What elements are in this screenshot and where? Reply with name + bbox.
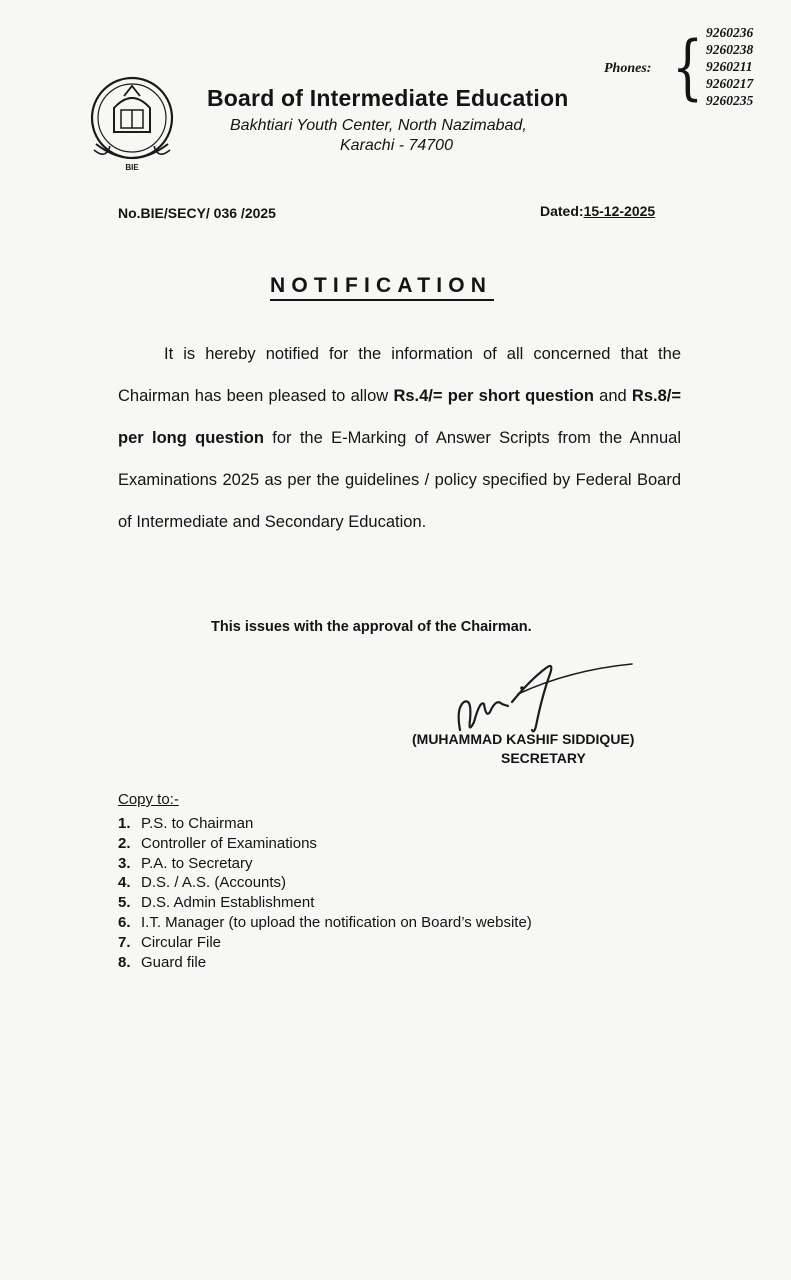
list-item [118,873,532,893]
phone-number: 9260211 [706,59,753,74]
list-item [118,834,532,854]
dated [540,203,655,219]
list-item [118,953,532,973]
item-text: P.S. to Chairman [141,815,254,832]
item-number: 6. [118,913,131,931]
signatory-name: (MUHAMMAD KASHIF SIDDIQUE) [412,731,635,747]
item-number: 5. [118,894,131,912]
logo-text: BIE [125,163,139,172]
item-number: 7. [118,933,131,951]
item-number: 3. [118,854,131,872]
dated-label: Dated: [540,203,584,219]
handwritten-signature [450,660,640,740]
item-number: 4. [118,874,131,892]
list-item [118,893,532,913]
short-question-rate: Rs.4/= per short question [393,387,594,405]
item-text: Circular File [141,933,222,951]
phones-brace: { [672,26,704,108]
item-number: 2. [118,834,131,852]
list-item [118,854,532,874]
body-text: for the E-Marking of Answer Scripts from the Annual Examinations 2025 as per the guidelines / policy specified by Federal Board of Intermediate and Secondary Education. [118,429,681,531]
notification-body [118,333,681,543]
phones-list [706,24,753,109]
list-item [118,913,532,933]
notification-heading: NOTIFICATION [270,274,494,301]
body-text: and [593,387,632,405]
board-seal-logo [86,74,178,174]
item-text: P.A. to Secretary [141,854,253,872]
copy-to-list [118,814,532,972]
reference-number: No.BIE/SECY/ 036 /2025 [118,205,276,221]
phone-number: 9260235 [706,93,754,108]
signatory-title: SECRETARY [501,750,586,766]
list-item [118,814,532,834]
list-item [118,933,532,953]
board-name: Board of Intermediate Education [207,85,569,111]
approval-line: This issues with the approval of the Chairman. [211,619,532,635]
item-text: Guard file [141,953,207,971]
phones-label: Phones: [604,61,652,76]
dated-value: 15-12-2025 [583,203,656,219]
item-number: 8. [118,953,131,971]
item-text: Controller of Examinations [141,834,317,852]
item-text: D.S. Admin Establishment [141,894,315,912]
address-line-2: Karachi - 74700 [340,137,453,154]
item-text: I.T. Manager (to upload the notification on Board’s website) [141,913,532,931]
long-question-rate: Rs.8/= per long question [118,387,681,447]
copy-to-heading: Copy to:- [118,791,179,808]
phone-number: 9260238 [706,42,754,57]
item-number: 1. [118,815,131,832]
phone-number: 9260217 [706,76,754,91]
body-text: It is hereby notified for the information of all concerned that the Chairman has been pleased to allow [118,345,681,405]
item-text: D.S. / A.S. (Accounts) [141,874,287,892]
address-line-1: Bakhtiari Youth Center, North Nazimabad, [230,117,527,134]
phone-number: 9260236 [706,25,754,40]
